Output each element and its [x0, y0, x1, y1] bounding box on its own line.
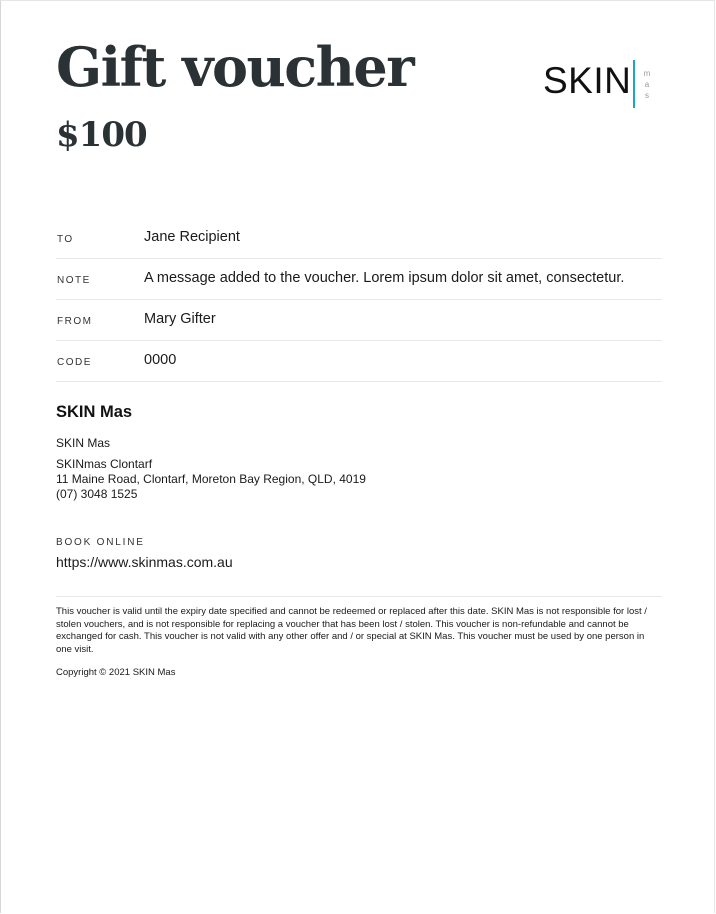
field-row-to — [56, 218, 662, 259]
business-phone: (07) 3048 1525 — [56, 487, 138, 501]
voucher-note: A message added to the voucher. Lorem ipsum dolor sit amet, consectetur. — [144, 270, 625, 286]
field-label-note: NOTE — [57, 275, 91, 286]
field-label-to: TO — [57, 234, 74, 245]
book-online-label: BOOK ONLINE — [56, 537, 145, 548]
field-label-code: CODE — [57, 357, 92, 368]
divider — [56, 596, 662, 597]
business-subname: SKIN Mas — [56, 436, 111, 450]
brand-logo — [543, 60, 663, 110]
field-label-from: FROM — [57, 316, 93, 327]
field-row-code — [56, 341, 662, 382]
booking-url-link[interactable]: https://www.skinmas.com.au — [56, 554, 233, 570]
field-row-from — [56, 300, 662, 341]
business-name: SKIN Mas — [56, 403, 133, 421]
logo-wordmark: SKIN — [543, 60, 632, 101]
business-address: 11 Maine Road, Clontarf, Moreton Bay Region, QLD, 4019 — [56, 472, 366, 486]
voucher-title: Gift voucher — [56, 35, 414, 99]
field-row-note — [56, 259, 662, 300]
logo-subtext: mas — [643, 69, 651, 100]
business-location: SKINmas Clontarf — [56, 457, 153, 471]
copyright-notice: Copyright © 2021 SKIN Mas — [56, 667, 176, 678]
logo-accent-bar — [633, 60, 635, 108]
voucher-code: 0000 — [144, 352, 177, 368]
recipient-name: Jane Recipient — [144, 229, 240, 245]
voucher-details — [56, 218, 662, 382]
terms-and-conditions: This voucher is valid until the expiry date specified and cannot be redeemed or replaced after this date. SKIN Mas is not responsible for lost / stolen vouchers, and is not responsible for replacing a voucher that has been lost / stolen. This voucher is non-refundable and cannot be exchanged for cash. This voucher is not valid with any other offer and / or special at SKIN Mas. This voucher must be used by one person in one visit. — [56, 606, 647, 655]
voucher-amount: $100 — [56, 115, 147, 155]
sender-name: Mary Gifter — [144, 311, 216, 327]
